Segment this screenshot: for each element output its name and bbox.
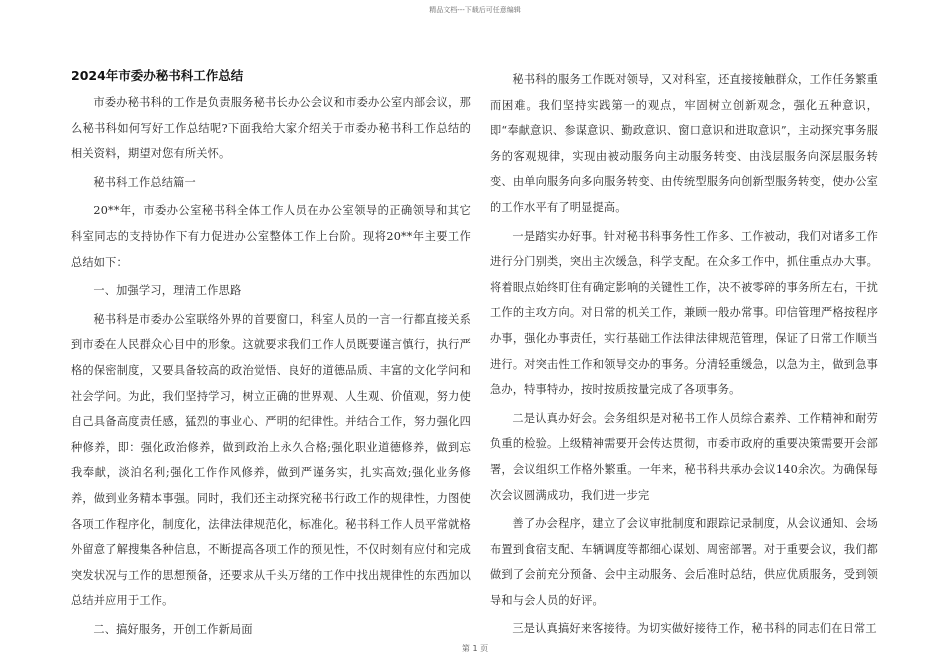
section-heading: 秘书科工作总结篇一 (93, 175, 196, 189)
right-column (490, 68, 878, 642)
paragraph: 市委办秘书科的工作是负责服务秘书长办公会议和市委办公室内部会议，那么秘书科如何写好工作总结呢?下面我给大家介绍关于市委办秘书科工作总结的相关资料，期望对您有所关怀。 (71, 96, 471, 161)
left-column (71, 68, 471, 642)
section-heading: 二、搞好服务，开创工作新局面 (93, 622, 253, 636)
section-heading: 一、加强学习，理清工作思路 (93, 284, 242, 298)
page-number: 第 1 页 (461, 644, 489, 653)
paragraph: 二是认真办好会。会务组织是对秘书工作人员综合素养、工作精神和耐劳负重的检验。上级精神需要开会传达贯彻，市委市政府的重要决策需要开会部署，会议组织工作格外繁重。一年来，秘书科共承办会议140余次。为确保每次会议圆满成功，我们进一步完 (490, 411, 878, 502)
document-title: 2024年市委办秘书科工作总结 (71, 68, 244, 83)
paragraph: 秘书科是市委办公室联络外界的首要窗口，科室人员的一言一行都直接关系到市委在人民群众心目中的形象。这就要求我们工作人员既要谨言慎行，执行严格的保密制度，又要具备较高的政治觉悟、良好的道德品质、丰富的文化学问和社会学问。为此，我们坚持学习，树立正确的世界观、人生观、价值观，努力使自己具备高度责任感，猛烈的事业心、严明的纪律性。并结合工作，努力强化四种修养，即：强化政治修养，做到政治上永久合格;强化职业道德修养，做到忘我奉献，淡泊名利;强化工作作风修养，做到严谨务实，扎实高效;强化业务修养，做到业务精本事强。同时，我们还主动探究秘书行政工作的规律性，力图使各项工作程序化，制度化，法律法律规范化，标准化。秘书科工作人员平常就格外留意了解搜集各种信息，不断提高各项工作的预见性，不仅时刻有应付和完成突发状况与工作的思想预备，还要求从千头万绪的工作中找出规律性的东西加以总结并应用于工作。 (71, 312, 471, 608)
paragraph: 善了办会程序，建立了会议审批制度和跟踪记录制度，从会议通知、会场布置到食宿支配、车辆调度等都细心谋划、周密部署。对于重要会议，我们都做到了会前充分预备、会中主动服务、会后准时总结，供应优质服务，受到领导和与会人员的好评。 (490, 517, 878, 607)
paragraph: 20**年，市委办公室秘书科全体工作人员在办公室领导的正确领导和其它科室同志的支持协作下有力促进办公室整体工作上台阶。现将20**年主要工作总结如下： (71, 204, 471, 269)
paragraph: 三是认真搞好来客接待。为切实做好接待工作，秘书科的同志们在日常工 (512, 622, 877, 636)
paragraph: 一是踏实办好事。针对秘书科事务性工作多、工作被动，我们对诸多工作进行分门别类，突出主次缓急，科学支配。在众多工作中，抓住重点办大事。将着眼点始终盯住有确定影响的关键性工作，决不被零碎的事务所左右，干扰工作的主攻方向。对日常的机关工作，兼顾一般办常事。印信管理严格按程序办事，强化办事责任，实行基础工作法律法律规范管理，保证了日常工作顺当进行。对突击性工作和领导交办的事务。分清轻重缓急，以急为主，做到急事急办，特事特办，按时按质按量完成了各项事务。 (490, 229, 878, 397)
page-header-note: 精品文档---下载后可任意编辑 (429, 6, 521, 14)
paragraph: 秘书科的服务工作既对领导，又对科室，还直接接触群众，工作任务繁重而困难。我们坚持实践第一的观点，牢固树立创新观念，强化五种意识，即“奉献意识、参谋意识、勤政意识、窗口意识和进取意识”，主动探究事务服务的客观规律，实现由被动服务向主动服务转变、由浅层服务向深层服务转变、由单向服务向多向服务转变、由传统型服务向创新型服务转变，使办公室的工作水平有了明显提高。 (490, 73, 878, 214)
